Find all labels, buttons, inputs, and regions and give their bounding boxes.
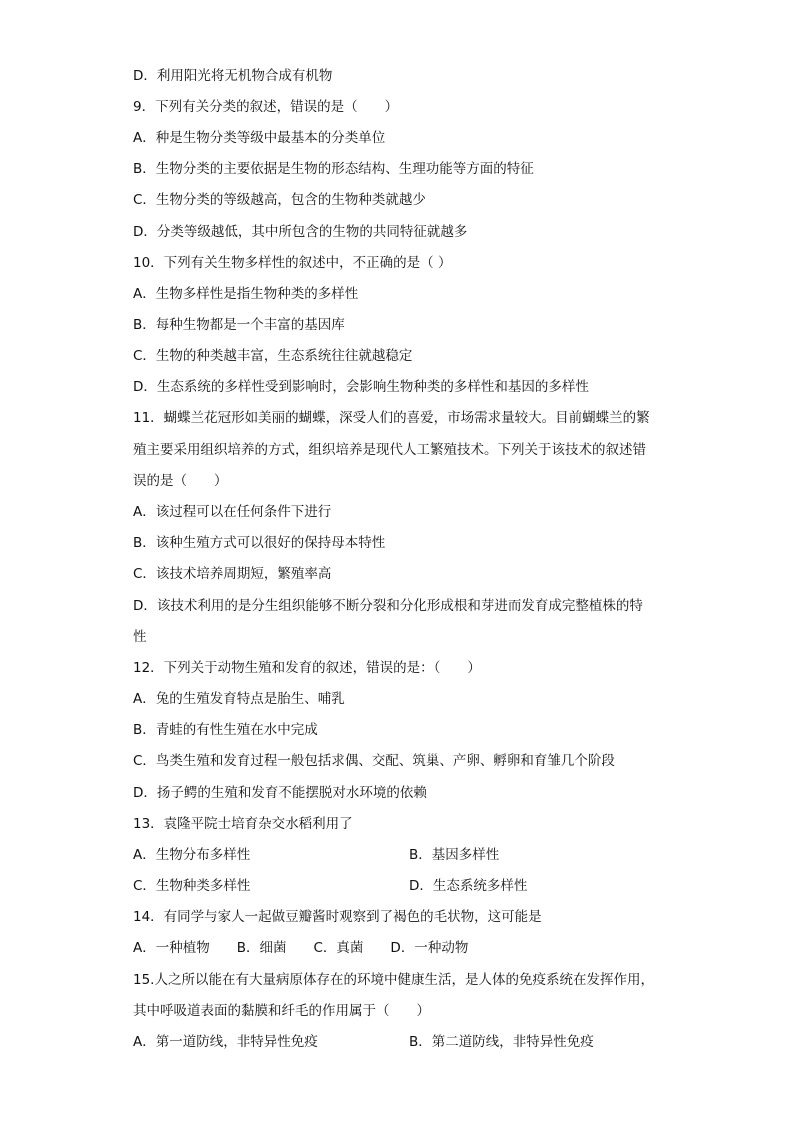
q13-option-b: B．基因多样性 (409, 847, 500, 863)
q10-option-c: C．生物的种类越丰富，生态系统往往就越稳定 (133, 348, 413, 364)
q11-option-a: A．该过程可以在任何条件下进行 (133, 504, 332, 520)
q9-option-b: B．生物分类的主要依据是生物的形态结构、生理功能等方面的特征 (133, 161, 534, 177)
q11-option-d-cont: 性 (133, 629, 147, 645)
q14-stem: 14．有同学与家人一起做豆瓣酱时观察到了褐色的毛状物，这可能是 (133, 909, 542, 925)
q12-stem: 12．下列关于动物生殖和发育的叙述，错误的是：（ ） (133, 660, 481, 676)
q11-stem-line1: 11．蝴蝶兰花冠形如美丽的蝴蝶，深受人们的喜爱，市场需求量较大。目前蝴蝶兰的繁 (133, 410, 650, 426)
q12-option-a: A．兔的生殖发育特点是胎生、哺乳 (133, 691, 345, 707)
q13-stem: 13．袁隆平院士培育杂交水稻利用了 (133, 816, 353, 832)
q12-option-b: B．青蛙的有性生殖在水中完成 (133, 722, 318, 738)
q10-stem: 10．下列有关生物多样性的叙述中，不正确的是（ ） (133, 255, 452, 271)
q15-stem-line2: 其中呼吸道表面的黏膜和纤毛的作用属于（ ） (133, 1003, 430, 1019)
q10-option-a: A．生物多样性是指生物种类的多样性 (133, 286, 359, 302)
q13-option-d: D．生态系统多样性 (409, 878, 528, 894)
q10-option-d: D．生态系统的多样性受到影响时，会影响生物种类的多样性和基因的多样性 (133, 379, 589, 395)
q9-stem: 9．下列有关分类的叙述，错误的是（ ） (133, 99, 399, 115)
q9-option-a: A．种是生物分类等级中最基本的分类单位 (133, 130, 386, 146)
q14-options: A．一种植物 B．细菌 C．真菌 D．一种动物 (133, 940, 469, 956)
q15-option-a: A．第一道防线，非特异性免疫 (133, 1034, 318, 1050)
q9-option-d: D．分类等级越低，其中所包含的生物的共同特征就越多 (133, 224, 468, 240)
q11-option-c: C．该技术培养周期短，繁殖率高 (133, 566, 332, 582)
q13-option-c: C．生物种类多样性 (133, 878, 251, 894)
q12-option-c: C．鸟类生殖和发育过程一般包括求偶、交配、筑巢、产卵、孵卵和育雏几个阶段 (133, 753, 615, 769)
q8-option-d: D．利用阳光将无机物合成有机物 (133, 68, 333, 84)
q10-option-b: B．每种生物都是一个丰富的基因库 (133, 317, 345, 333)
q15-option-b: B．第二道防线，非特异性免疫 (409, 1034, 594, 1050)
q11-stem-line3: 误的是（ ） (133, 473, 228, 489)
q11-option-d: D．该技术利用的是分生组织能够不断分裂和分化形成根和芽进而发育成完整植株的特 (133, 598, 643, 614)
q12-option-d: D．扬子鳄的生殖和发育不能摆脱对水环境的依赖 (133, 785, 427, 801)
q11-stem-line2: 殖主要采用组织培养的方式，组织培养是现代人工繁殖技术。下列关于该技术的叙述错 (133, 442, 646, 458)
q13-option-a: A．生物分布多样性 (133, 847, 251, 863)
q9-option-c: C．生物分类的等级越高，包含的生物种类就越少 (133, 192, 426, 208)
q11-option-b: B．该种生殖方式可以很好的保持母本特性 (133, 535, 386, 551)
q15-stem-line1: 15.人之所以能在有大量病原体存在的环境中健康生活，是人体的免疫系统在发挥作用， (133, 972, 654, 988)
